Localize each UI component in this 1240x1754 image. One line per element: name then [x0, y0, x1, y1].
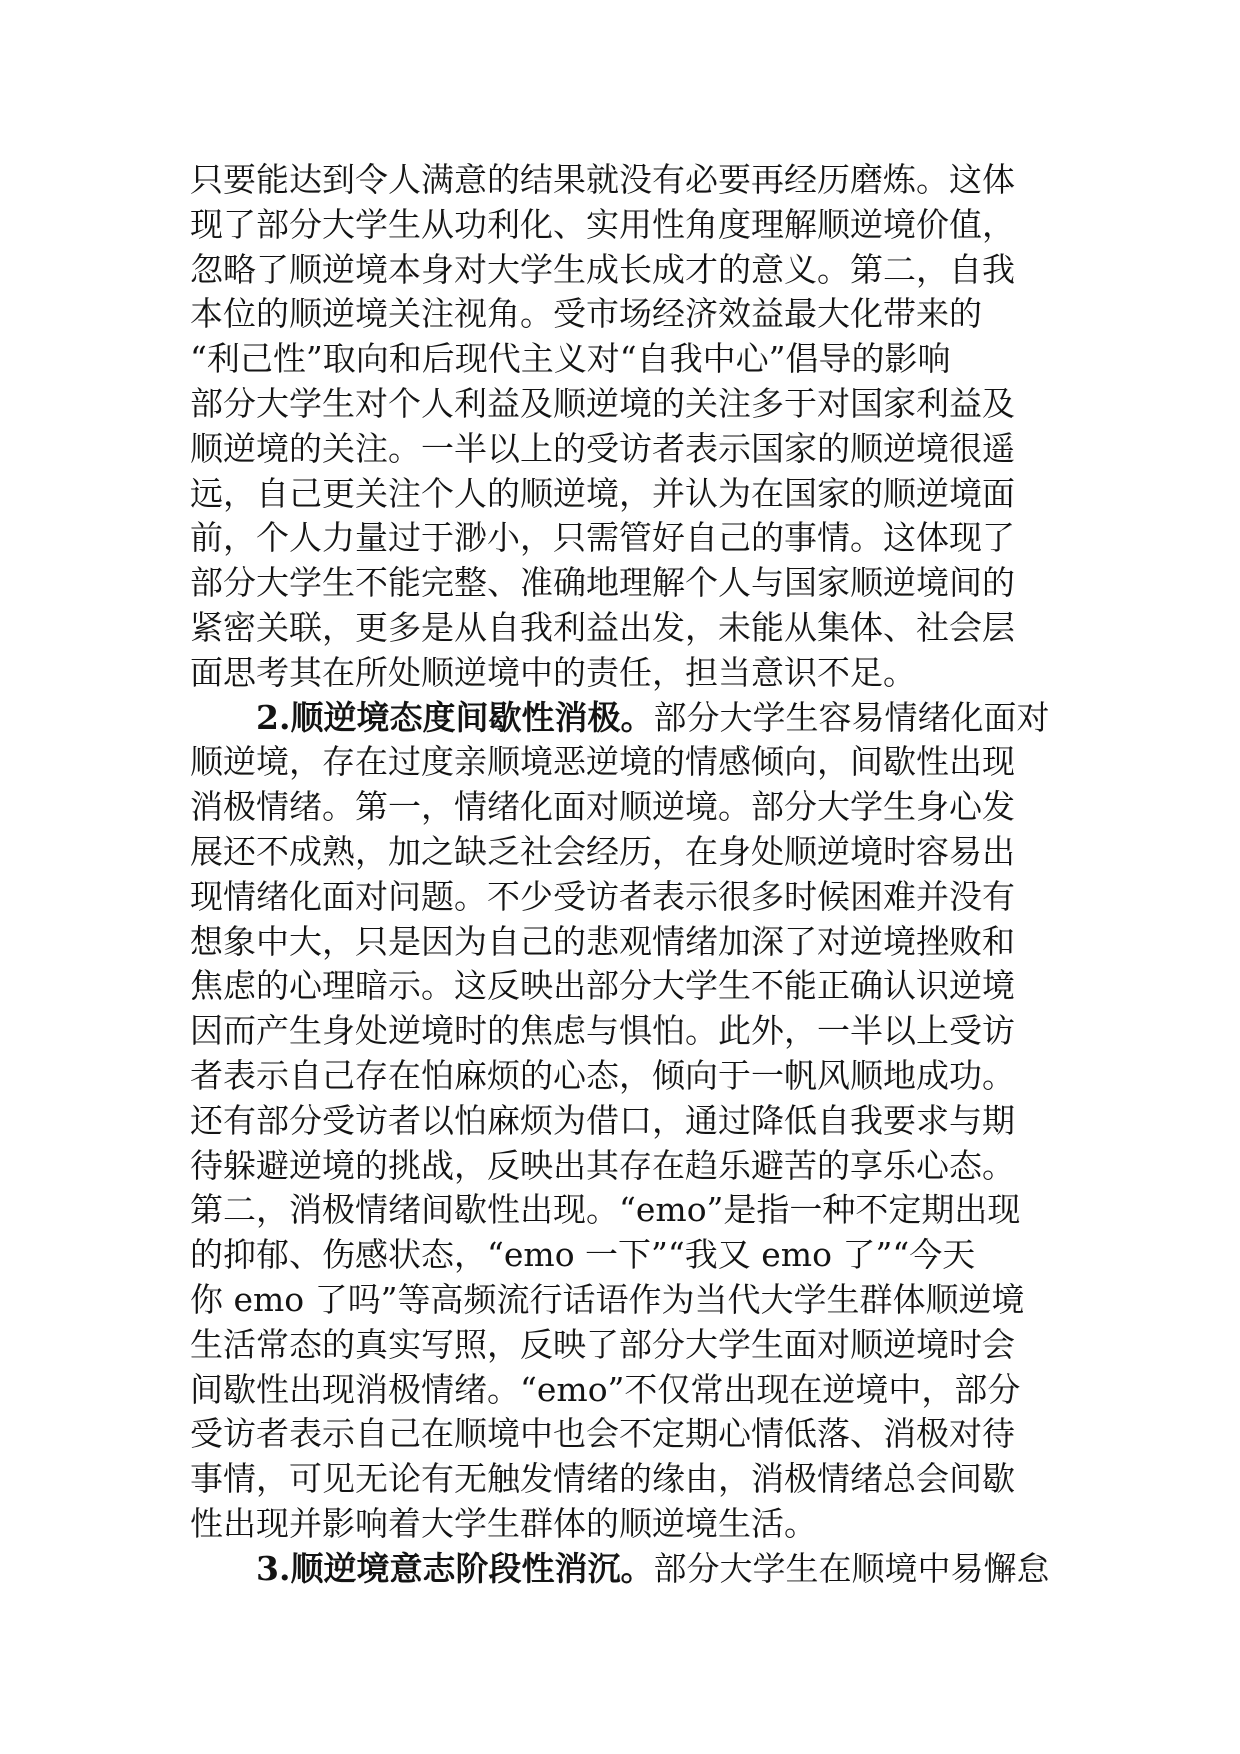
text-line: 间歇性出现消极情绪。“emo”不仅常出现在逆境中，部分 [190, 1369, 1021, 1409]
text-line: 你 emo 了吗”等高频流行话语作为当代大学生群体顺逆境 [190, 1279, 1025, 1319]
text-line: 消极情绪。第一，情绪化面对顺逆境。部分大学生身心发 [190, 787, 1015, 827]
text-line [190, 1547, 1060, 1592]
text-line: 部分大学生不能完整、准确地理解个人与国家顺逆境间的 [190, 563, 1015, 603]
text-line: 顺逆境的关注。一半以上的受访者表示国家的顺逆境很遥 [190, 428, 1015, 468]
text-line: 顺逆境，存在过度亲顺境恶逆境的情感倾向，间歇性出现 [190, 742, 1015, 782]
line-text: 部分大学生在顺境中易懈怠 [653, 1548, 1050, 1588]
text-line: 部分大学生对个人利益及顺逆境的关注多于对国家利益及 [190, 383, 1015, 423]
text-line: 现了部分大学生从功利化、实用性角度理解顺逆境价值， [190, 204, 1015, 244]
paragraph-1 [190, 158, 1060, 696]
text-line: 的抑郁、伤感状态，“emo 一下”“我又 emo 了”“今天 [190, 1235, 976, 1275]
paragraph-2 [190, 696, 1060, 1547]
section-heading: 3.顺逆境意志阶段性消沉。 [256, 1548, 654, 1588]
paragraph-3 [190, 1547, 1060, 1592]
text-line: 性出现并影响着大学生群体的顺逆境生活。 [190, 1503, 817, 1543]
text-line: 第二，消极情绪间歇性出现。“emo”是指一种不定期出现 [190, 1190, 1021, 1230]
text-line: 现情绪化面对问题。不少受访者表示很多时候困难并没有 [190, 876, 1015, 916]
text-line: 想象中大，只是因为自己的悲观情绪加深了对逆境挫败和 [190, 921, 1015, 961]
text-line: 本位的顺逆境关注视角。受市场经济效益最大化带来的 [190, 294, 982, 334]
text-line: 展还不成熟，加之缺乏社会经历，在身处顺逆境时容易出 [190, 831, 1015, 871]
text-line: 因而产生身处逆境时的焦虑与惧怕。此外，一半以上受访 [190, 1011, 1015, 1051]
text-line: 待躲避逆境的挑战，反映出其存在趋乐避苦的享乐心态。 [190, 1145, 1015, 1185]
text-line: “利己性”取向和后现代主义对“自我中心”倡导的影响 [190, 339, 951, 379]
text-line: 紧密关联，更多是从自我利益出发，未能从集体、社会层 [190, 607, 1015, 647]
text-line [190, 696, 1060, 741]
section-heading: 2.顺逆境态度间歇性消极。 [256, 697, 654, 737]
text-line: 者表示自己存在怕麻烦的心态，倾向于一帆风顺地成功。 [190, 1055, 1015, 1095]
line-text: 部分大学生容易情绪化面对 [653, 697, 1050, 737]
text-line: 远，自己更关注个人的顺逆境，并认为在国家的顺逆境面 [190, 473, 1015, 513]
text-line: 受访者表示自己在顺境中也会不定期心情低落、消极对待 [190, 1414, 1015, 1454]
text-line: 生活常态的真实写照，反映了部分大学生面对顺逆境时会 [190, 1324, 1015, 1364]
text-line: 面思考其在所处顺逆境中的责任，担当意识不足。 [190, 652, 916, 692]
document-body [190, 158, 1060, 1592]
text-line: 前，个人力量过于渺小，只需管好自己的事情。这体现了 [190, 518, 1015, 558]
text-line: 焦虑的心理暗示。这反映出部分大学生不能正确认识逆境 [190, 966, 1015, 1006]
text-line: 事情，可见无论有无触发情绪的缘由，消极情绪总会间歇 [190, 1459, 1015, 1499]
text-line: 忽略了顺逆境本身对大学生成长成才的意义。第二，自我 [190, 249, 1015, 289]
text-line: 还有部分受访者以怕麻烦为借口，通过降低自我要求与期 [190, 1100, 1015, 1140]
text-line: 只要能达到令人满意的结果就没有必要再经历磨炼。这体 [190, 160, 1015, 199]
